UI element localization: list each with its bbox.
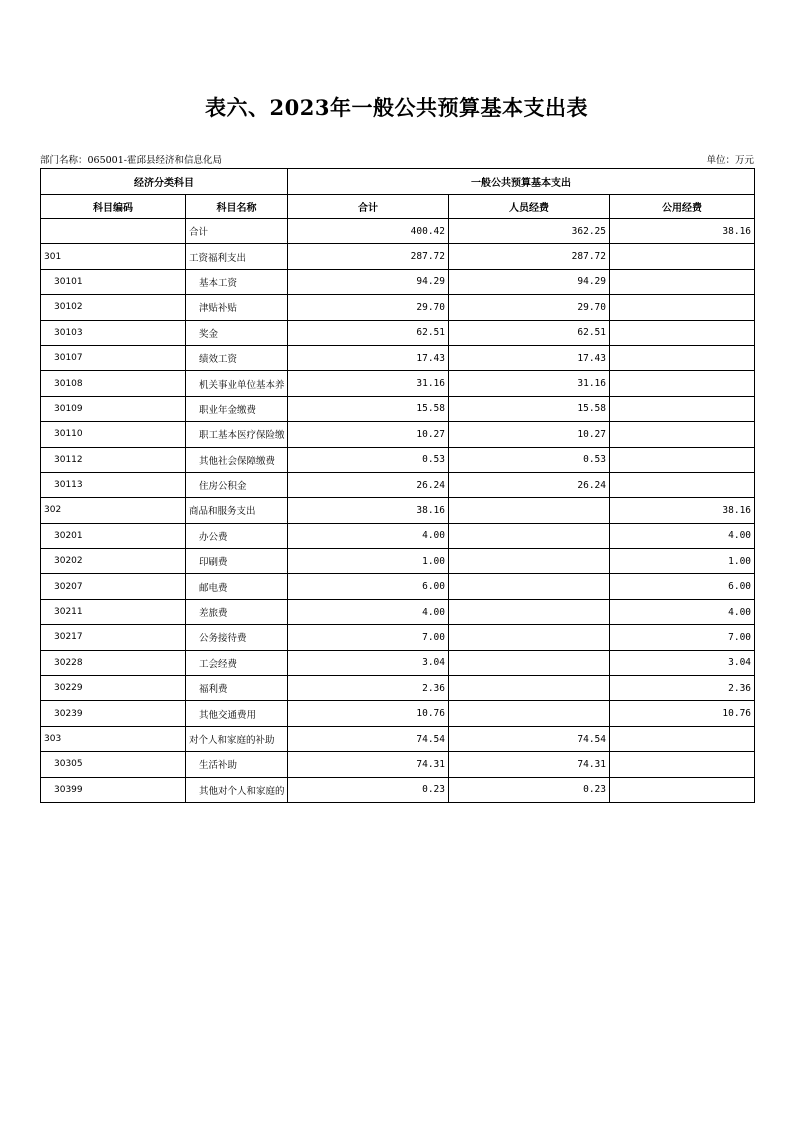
public-cell [610, 320, 755, 345]
public-cell: 38.16 [610, 219, 755, 244]
name-cell: 其他社会保障缴费 [186, 447, 288, 472]
department-label: 部门名称：065001-霍邱县经济和信息化局 [40, 155, 222, 166]
table-row [41, 219, 755, 244]
table-row [41, 422, 755, 447]
personnel-cell: 15.58 [449, 396, 610, 421]
public-cell [610, 244, 755, 269]
public-cell [610, 752, 755, 777]
header-row-group [41, 169, 755, 195]
table-row [41, 472, 755, 497]
budget-table [40, 168, 755, 803]
personnel-cell [449, 701, 610, 726]
public-cell [610, 371, 755, 396]
table-row [41, 269, 755, 294]
personnel-cell: 362.25 [449, 219, 610, 244]
personnel-cell [449, 498, 610, 523]
personnel-cell: 0.23 [449, 777, 610, 802]
public-cell [610, 726, 755, 751]
name-cell: 工资福利支出 [186, 244, 288, 269]
public-cell: 2.36 [610, 676, 755, 701]
page-title: 表六、2023年一般公共预算基本支出表 [205, 95, 588, 120]
total-cell: 26.24 [288, 472, 449, 497]
name-cell: 其他交通费用 [186, 701, 288, 726]
name-cell: 福利费 [186, 676, 288, 701]
header-name: 科目名称 [186, 195, 288, 219]
table-row [41, 447, 755, 472]
table-row [41, 625, 755, 650]
name-cell: 商品和服务支出 [186, 498, 288, 523]
name-cell: 对个人和家庭的补助 [186, 726, 288, 751]
total-cell: 15.58 [288, 396, 449, 421]
code-cell: 30239 [41, 701, 186, 726]
public-cell [610, 422, 755, 447]
total-cell: 62.51 [288, 320, 449, 345]
code-cell: 30108 [41, 371, 186, 396]
code-cell: 30109 [41, 396, 186, 421]
name-cell: 职业年金缴费 [186, 396, 288, 421]
public-cell [610, 447, 755, 472]
personnel-cell: 10.27 [449, 422, 610, 447]
table-row [41, 752, 755, 777]
total-cell: 74.54 [288, 726, 449, 751]
code-cell: 30217 [41, 625, 186, 650]
table-row [41, 371, 755, 396]
name-cell: 津贴补贴 [186, 295, 288, 320]
code-cell: 30113 [41, 472, 186, 497]
code-cell: 302 [41, 498, 186, 523]
name-cell: 差旅费 [186, 599, 288, 624]
header-basic-expenditure: 一般公共预算基本支出 [288, 169, 755, 195]
total-cell: 0.53 [288, 447, 449, 472]
code-cell [41, 219, 186, 244]
header-economic-classification: 经济分类科目 [41, 169, 288, 195]
public-cell [610, 269, 755, 294]
public-cell: 1.00 [610, 549, 755, 574]
total-cell: 74.31 [288, 752, 449, 777]
table-row [41, 701, 755, 726]
table-row [41, 549, 755, 574]
code-cell: 30102 [41, 295, 186, 320]
unit-label: 单位：万元 [706, 155, 754, 166]
public-cell [610, 295, 755, 320]
name-cell: 职工基本医疗保险缴 [186, 422, 288, 447]
name-cell: 基本工资 [186, 269, 288, 294]
name-cell: 生活补助 [186, 752, 288, 777]
public-cell: 6.00 [610, 574, 755, 599]
name-cell: 住房公积金 [186, 472, 288, 497]
code-cell: 30201 [41, 523, 186, 548]
name-cell: 合计 [186, 219, 288, 244]
name-cell: 公务接待费 [186, 625, 288, 650]
table-row [41, 574, 755, 599]
header-public: 公用经费 [610, 195, 755, 219]
table-row [41, 650, 755, 675]
name-cell: 奖金 [186, 320, 288, 345]
header-total: 合计 [288, 195, 449, 219]
code-cell: 30202 [41, 549, 186, 574]
code-cell: 30103 [41, 320, 186, 345]
personnel-cell: 74.54 [449, 726, 610, 751]
personnel-cell [449, 574, 610, 599]
table-row [41, 295, 755, 320]
public-cell: 4.00 [610, 523, 755, 548]
personnel-cell: 17.43 [449, 345, 610, 370]
total-cell: 6.00 [288, 574, 449, 599]
public-cell: 7.00 [610, 625, 755, 650]
personnel-cell [449, 599, 610, 624]
name-cell: 工会经费 [186, 650, 288, 675]
total-cell: 2.36 [288, 676, 449, 701]
personnel-cell: 62.51 [449, 320, 610, 345]
table-row [41, 320, 755, 345]
personnel-cell [449, 523, 610, 548]
total-cell: 94.29 [288, 269, 449, 294]
total-cell: 3.04 [288, 650, 449, 675]
name-cell: 办公费 [186, 523, 288, 548]
personnel-cell: 287.72 [449, 244, 610, 269]
personnel-cell [449, 676, 610, 701]
table-row [41, 599, 755, 624]
code-cell: 30107 [41, 345, 186, 370]
personnel-cell: 29.70 [449, 295, 610, 320]
total-cell: 287.72 [288, 244, 449, 269]
code-cell: 30207 [41, 574, 186, 599]
name-cell: 印刷费 [186, 549, 288, 574]
header-code: 科目编码 [41, 195, 186, 219]
table-meta [40, 152, 754, 166]
name-cell: 邮电费 [186, 574, 288, 599]
personnel-cell: 26.24 [449, 472, 610, 497]
personnel-cell [449, 549, 610, 574]
header-row-columns [41, 195, 755, 219]
public-cell: 3.04 [610, 650, 755, 675]
code-cell: 30211 [41, 599, 186, 624]
public-cell [610, 777, 755, 802]
total-cell: 38.16 [288, 498, 449, 523]
personnel-cell [449, 625, 610, 650]
public-cell: 38.16 [610, 498, 755, 523]
total-cell: 10.27 [288, 422, 449, 447]
total-cell: 17.43 [288, 345, 449, 370]
code-cell: 30229 [41, 676, 186, 701]
code-cell: 30112 [41, 447, 186, 472]
personnel-cell: 74.31 [449, 752, 610, 777]
table-row [41, 676, 755, 701]
code-cell: 30110 [41, 422, 186, 447]
personnel-cell: 94.29 [449, 269, 610, 294]
public-cell [610, 345, 755, 370]
total-cell: 7.00 [288, 625, 449, 650]
personnel-cell: 31.16 [449, 371, 610, 396]
public-cell [610, 472, 755, 497]
code-cell: 30101 [41, 269, 186, 294]
header-personnel: 人员经费 [449, 195, 610, 219]
name-cell: 绩效工资 [186, 345, 288, 370]
name-cell: 其他对个人和家庭的 [186, 777, 288, 802]
total-cell: 10.76 [288, 701, 449, 726]
total-cell: 0.23 [288, 777, 449, 802]
table-body [41, 219, 755, 803]
personnel-cell [449, 650, 610, 675]
table-row [41, 244, 755, 269]
personnel-cell: 0.53 [449, 447, 610, 472]
total-cell: 400.42 [288, 219, 449, 244]
total-cell: 31.16 [288, 371, 449, 396]
public-cell: 4.00 [610, 599, 755, 624]
name-cell: 机关事业单位基本养 [186, 371, 288, 396]
code-cell: 30399 [41, 777, 186, 802]
table-row [41, 345, 755, 370]
public-cell [610, 396, 755, 421]
total-cell: 4.00 [288, 523, 449, 548]
code-cell: 301 [41, 244, 186, 269]
table-row [41, 777, 755, 802]
table-row [41, 726, 755, 751]
table-row [41, 498, 755, 523]
total-cell: 1.00 [288, 549, 449, 574]
public-cell: 10.76 [610, 701, 755, 726]
code-cell: 303 [41, 726, 186, 751]
code-cell: 30305 [41, 752, 186, 777]
total-cell: 4.00 [288, 599, 449, 624]
table-row [41, 396, 755, 421]
total-cell: 29.70 [288, 295, 449, 320]
table-row [41, 523, 755, 548]
code-cell: 30228 [41, 650, 186, 675]
